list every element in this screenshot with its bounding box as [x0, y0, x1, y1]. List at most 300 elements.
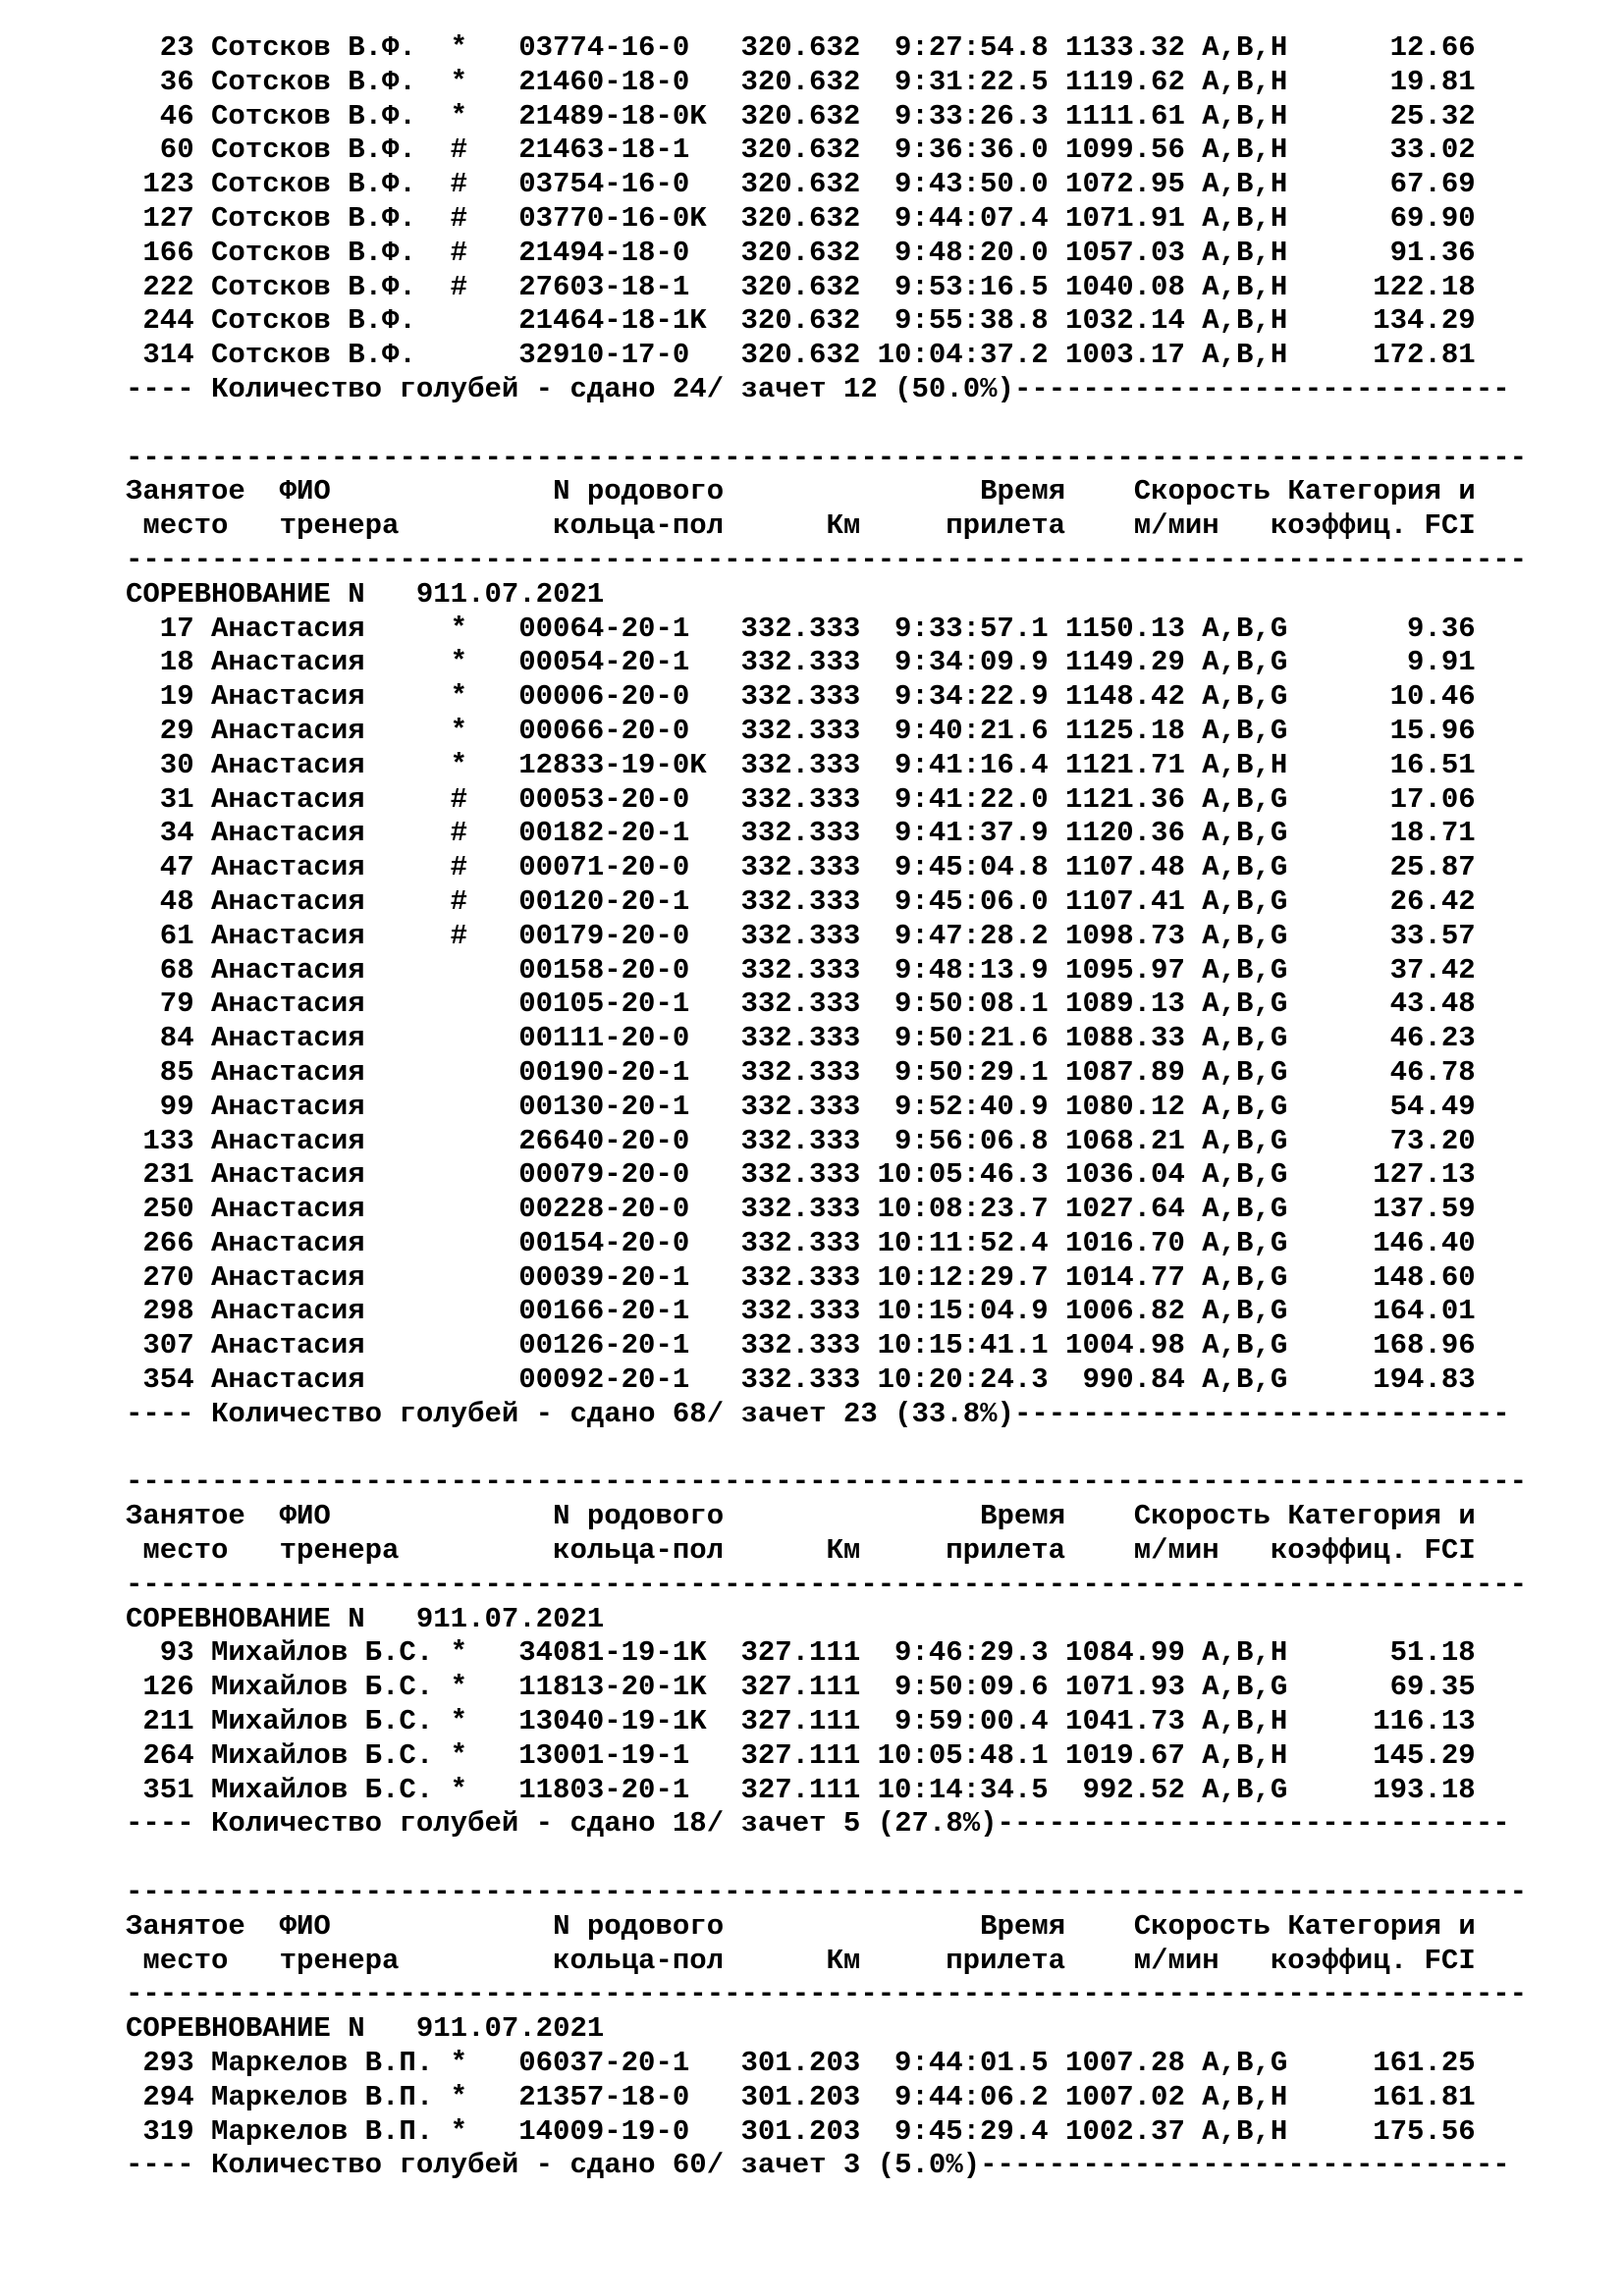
- header-time: Время: [980, 475, 1066, 508]
- speed: 1148.42: [1065, 680, 1185, 714]
- header-km: Км: [826, 1534, 861, 1568]
- mark: *: [450, 1636, 468, 1670]
- place: 30: [159, 748, 194, 781]
- arrival-time: 10:04:37.2: [877, 339, 1049, 372]
- place: 34: [159, 817, 194, 850]
- place: 31: [159, 782, 194, 816]
- ring-number: 00190-20-1: [518, 1055, 690, 1089]
- place: 319: [142, 2114, 194, 2148]
- category: A,B,G: [1202, 1193, 1288, 1226]
- speed: 1119.62: [1065, 65, 1185, 98]
- table-row: [126, 1056, 1527, 1091]
- ring-number: 00182-20-1: [518, 817, 690, 850]
- fci-coefficient: 194.83: [1373, 1363, 1476, 1397]
- ring-number: 00126-20-1: [518, 1329, 690, 1362]
- summary-text: ---- Количество голубей - сдано 68/ зачет 23 (33.8%)-----------------------------: [126, 1397, 1510, 1430]
- table-row: [126, 954, 1527, 988]
- place: 266: [142, 1226, 194, 1259]
- arrival-time: 9:43:50.0: [894, 168, 1049, 201]
- place: 61: [159, 919, 194, 952]
- category: A,B,G: [1202, 1022, 1288, 1055]
- header-ring-2: кольца-пол: [553, 1534, 725, 1568]
- category: A,B,G: [1202, 919, 1288, 952]
- trainer-name: Анастасия: [211, 1363, 365, 1397]
- speed: 1072.95: [1065, 168, 1185, 201]
- speed: 1098.73: [1065, 919, 1185, 952]
- speed: 1088.33: [1065, 1022, 1185, 1055]
- arrival-time: 9:41:22.0: [894, 782, 1049, 816]
- distance-km: 320.632: [740, 339, 861, 372]
- distance-km: 332.333: [740, 714, 861, 747]
- table-row: [126, 920, 1527, 954]
- trainer-name: Анастасия: [211, 1295, 365, 1328]
- fci-coefficient: 193.18: [1373, 1773, 1476, 1806]
- speed: 1006.82: [1065, 1295, 1185, 1328]
- category: A,B,G: [1202, 680, 1288, 714]
- trainer-name: Сотсков В.Ф.: [211, 339, 416, 372]
- competition-date: 11.07.2021: [433, 577, 605, 611]
- header-km: Км: [826, 1944, 861, 1977]
- mark: #: [450, 782, 468, 816]
- place: 19: [159, 680, 194, 714]
- trainer-name: Анастасия: [211, 1260, 365, 1294]
- mark: *: [450, 2114, 468, 2148]
- trainer-name: Анастасия: [211, 714, 365, 747]
- trainer-name: Сотсков В.Ф.: [211, 168, 416, 201]
- fci-coefficient: 46.23: [1389, 1022, 1476, 1055]
- trainer-name: Анастасия: [211, 680, 365, 714]
- header-name: ФИО: [279, 1500, 331, 1533]
- fci-coefficient: 145.29: [1373, 1738, 1476, 1772]
- column-header-top: [126, 1500, 1527, 1534]
- table-row: [126, 680, 1527, 715]
- category: A,B,H: [1202, 65, 1288, 98]
- ring-number: 00130-20-1: [518, 1090, 690, 1123]
- fci-coefficient: 33.57: [1389, 919, 1476, 952]
- category: A,B,H: [1202, 270, 1288, 303]
- distance-km: 332.333: [740, 1022, 861, 1055]
- arrival-time: 9:41:37.9: [894, 817, 1049, 850]
- category: A,B,G: [1202, 1295, 1288, 1328]
- table-row: [126, 749, 1527, 783]
- arrival-time: 10:05:48.1: [877, 1738, 1049, 1772]
- distance-km: 320.632: [740, 168, 861, 201]
- trainer-name: Анастасия: [211, 884, 365, 918]
- distance-km: 332.333: [740, 953, 861, 987]
- arrival-time: 9:56:06.8: [894, 1124, 1049, 1157]
- place: 17: [159, 612, 194, 645]
- ring-number: 11813-20-1K: [518, 1671, 707, 1704]
- ring-number: 21460-18-0: [518, 65, 690, 98]
- summary-line: [126, 1807, 1527, 1842]
- category: A,B,G: [1202, 1090, 1288, 1123]
- fci-coefficient: 16.51: [1389, 748, 1476, 781]
- trainer-name: Анастасия: [211, 646, 365, 679]
- arrival-time: 10:20:24.3: [877, 1363, 1049, 1397]
- distance-km: 327.111: [740, 1738, 861, 1772]
- arrival-time: 9:33:57.1: [894, 612, 1049, 645]
- speed: 1016.70: [1065, 1226, 1185, 1259]
- trainer-name: Анастасия: [211, 1022, 365, 1055]
- place: 298: [142, 1295, 194, 1328]
- distance-km: 332.333: [740, 782, 861, 816]
- header-place: Занятое: [126, 1500, 245, 1533]
- competition-date: 11.07.2021: [433, 2012, 605, 2046]
- ring-number: 00064-20-1: [518, 612, 690, 645]
- speed: 1089.13: [1065, 988, 1185, 1021]
- category: A,B,H: [1202, 236, 1288, 269]
- competition-title-text: СОРЕВНОВАНИЕ N 9: [126, 577, 434, 611]
- fci-coefficient: 146.40: [1373, 1226, 1476, 1259]
- separator: ----------------------------------------------------------------------------------: [126, 441, 1528, 474]
- mark: #: [450, 133, 468, 167]
- separator: ----------------------------------------------------------------------------------: [126, 1978, 1528, 2011]
- trainer-name: Михайлов Б.С.: [211, 1705, 434, 1738]
- distance-km: 320.632: [740, 236, 861, 269]
- table-row: [126, 646, 1527, 680]
- summary-text: ---- Количество голубей - сдано 60/ зачет 3 (5.0%)-------------------------------: [126, 2149, 1510, 2182]
- column-header-bottom: [126, 1945, 1527, 1979]
- place: 307: [142, 1329, 194, 1362]
- fci-coefficient: 164.01: [1373, 1295, 1476, 1328]
- table-row: [126, 31, 1527, 66]
- fci-coefficient: 161.25: [1373, 2047, 1476, 2080]
- table-row: [126, 613, 1527, 647]
- fci-coefficient: 18.71: [1389, 817, 1476, 850]
- arrival-time: 9:33:26.3: [894, 99, 1049, 133]
- fci-coefficient: 91.36: [1389, 236, 1476, 269]
- place: 48: [159, 884, 194, 918]
- trainer-name: Сотсков В.Ф.: [211, 201, 416, 235]
- trainer-name: Сотсков В.Ф.: [211, 236, 416, 269]
- distance-km: 332.333: [740, 1260, 861, 1294]
- header-coef: коэффиц. FCI: [1270, 1944, 1476, 1977]
- mark: #: [450, 817, 468, 850]
- header-arrival: прилета: [946, 509, 1066, 543]
- trainer-name: Сотсков В.Ф.: [211, 31, 416, 64]
- ring-number: 14009-19-0: [518, 2114, 690, 2148]
- header-arrival: прилета: [946, 1534, 1066, 1568]
- arrival-time: 9:48:20.0: [894, 236, 1049, 269]
- trainer-name: Сотсков В.Ф.: [211, 99, 416, 133]
- table-row: [126, 715, 1527, 749]
- header-speed-unit: м/мин: [1133, 1944, 1219, 1977]
- category: A,B,G: [1202, 2047, 1288, 2080]
- speed: 1041.73: [1065, 1705, 1185, 1738]
- competition-title: [126, 2012, 1527, 2047]
- competition-date: 11.07.2021: [433, 1602, 605, 1635]
- category: A,B,G: [1202, 817, 1288, 850]
- fci-coefficient: 12.66: [1389, 31, 1476, 64]
- trainer-name: Анастасия: [211, 1124, 365, 1157]
- header-category: Категория и: [1287, 1500, 1476, 1533]
- category: A,B,H: [1202, 168, 1288, 201]
- category: A,B,G: [1202, 646, 1288, 679]
- fci-coefficient: 15.96: [1389, 714, 1476, 747]
- trainer-name: Сотсков В.Ф.: [211, 133, 416, 167]
- place: 18: [159, 646, 194, 679]
- place: 211: [142, 1705, 194, 1738]
- place: 126: [142, 1671, 194, 1704]
- mark: *: [450, 99, 468, 133]
- distance-km: 332.333: [740, 851, 861, 884]
- header-speed-unit: м/мин: [1133, 1534, 1219, 1568]
- arrival-time: 9:59:00.4: [894, 1705, 1049, 1738]
- ring-number: 00228-20-0: [518, 1193, 690, 1226]
- place: 133: [142, 1124, 194, 1157]
- table-row: [126, 1774, 1527, 1808]
- ring-number: 21489-18-0K: [518, 99, 707, 133]
- ring-number: 03754-16-0: [518, 168, 690, 201]
- arrival-time: 9:27:54.8: [894, 31, 1049, 64]
- blank-line: [126, 407, 1527, 442]
- mark: #: [450, 168, 468, 201]
- speed: 1087.89: [1065, 1055, 1185, 1089]
- column-header-bottom: [126, 1534, 1527, 1569]
- table-row: [126, 1329, 1527, 1363]
- place: 270: [142, 1260, 194, 1294]
- separator: ----------------------------------------------------------------------------------: [126, 1876, 1528, 1909]
- category: A,B,G: [1202, 953, 1288, 987]
- place: 79: [159, 988, 194, 1021]
- fci-coefficient: 9.91: [1407, 646, 1476, 679]
- header-name-2: тренера: [279, 1944, 400, 1977]
- speed: 1111.61: [1065, 99, 1185, 133]
- trainer-name: Анастасия: [211, 1226, 365, 1259]
- distance-km: 332.333: [740, 1363, 861, 1397]
- trainer-name: Сотсков В.Ф.: [211, 65, 416, 98]
- distance-km: 332.333: [740, 988, 861, 1021]
- fci-coefficient: 73.20: [1389, 1124, 1476, 1157]
- mark: *: [450, 714, 468, 747]
- header-name-2: тренера: [279, 509, 400, 543]
- ring-number: 00105-20-1: [518, 988, 690, 1021]
- table-row: [126, 304, 1527, 339]
- speed: 1107.48: [1065, 851, 1185, 884]
- speed: 1071.91: [1065, 201, 1185, 235]
- speed: 1125.18: [1065, 714, 1185, 747]
- header-place: Занятое: [126, 475, 245, 508]
- category: A,B,G: [1202, 1124, 1288, 1157]
- header-place: Занятое: [126, 1909, 245, 1943]
- arrival-time: 9:44:07.4: [894, 201, 1049, 235]
- trainer-name: Михайлов Б.С.: [211, 1671, 434, 1704]
- category: A,B,G: [1202, 714, 1288, 747]
- speed: 1004.98: [1065, 1329, 1185, 1362]
- header-coef: коэффиц. FCI: [1270, 1534, 1476, 1568]
- speed: 1107.41: [1065, 884, 1185, 918]
- speed: 1002.37: [1065, 2114, 1185, 2148]
- table-row: [126, 1091, 1527, 1125]
- speed: 1084.99: [1065, 1636, 1185, 1670]
- header-speed: Скорость: [1133, 1500, 1271, 1533]
- speed: 1095.97: [1065, 953, 1185, 987]
- fci-coefficient: 51.18: [1389, 1636, 1476, 1670]
- category: A,B,H: [1202, 201, 1288, 235]
- ring-number: 00120-20-1: [518, 884, 690, 918]
- header-time: Время: [980, 1500, 1066, 1533]
- category: A,B,G: [1202, 1055, 1288, 1089]
- table-row: [126, 133, 1527, 168]
- distance-km: 327.111: [740, 1705, 861, 1738]
- header-name: ФИО: [279, 1909, 331, 1943]
- arrival-time: 9:50:21.6: [894, 1022, 1049, 1055]
- arrival-time: 10:12:29.7: [877, 1260, 1049, 1294]
- table-row: [126, 2047, 1527, 2081]
- distance-km: 320.632: [740, 65, 861, 98]
- category: A,B,H: [1202, 99, 1288, 133]
- speed: 1080.12: [1065, 1090, 1185, 1123]
- distance-km: 320.632: [740, 201, 861, 235]
- mark: *: [450, 65, 468, 98]
- blank-line: [126, 1842, 1527, 1876]
- arrival-time: 10:08:23.7: [877, 1193, 1049, 1226]
- table-row: [126, 1022, 1527, 1056]
- category: A,B,H: [1202, 1705, 1288, 1738]
- results-document: [126, 31, 1527, 2183]
- mark: *: [450, 2080, 468, 2113]
- arrival-time: 9:44:06.2: [894, 2080, 1049, 2113]
- category: A,B,G: [1202, 1158, 1288, 1192]
- fci-coefficient: 37.42: [1389, 953, 1476, 987]
- fci-coefficient: 172.81: [1373, 339, 1476, 372]
- table-row: [126, 1705, 1527, 1739]
- ring-number: 00006-20-0: [518, 680, 690, 714]
- arrival-time: 9:34:09.9: [894, 646, 1049, 679]
- category: A,B,H: [1202, 2080, 1288, 2113]
- speed: 1121.71: [1065, 748, 1185, 781]
- distance-km: 332.333: [740, 884, 861, 918]
- column-header-top: [126, 1910, 1527, 1945]
- category: A,B,H: [1202, 304, 1288, 338]
- table-row: [126, 783, 1527, 818]
- summary-line: [126, 373, 1527, 407]
- fci-coefficient: 19.81: [1389, 65, 1476, 98]
- mark: #: [450, 201, 468, 235]
- place: 46: [159, 99, 194, 133]
- table-row: [126, 202, 1527, 237]
- place: 351: [142, 1773, 194, 1806]
- table-row: [126, 2081, 1527, 2115]
- category: A,B,G: [1202, 1773, 1288, 1806]
- header-place-2: место: [142, 1944, 229, 1977]
- distance-km: 332.333: [740, 1226, 861, 1259]
- ring-number: 03774-16-0: [518, 31, 690, 64]
- speed: 1027.64: [1065, 1193, 1185, 1226]
- fci-coefficient: 175.56: [1373, 2114, 1476, 2148]
- speed: 1068.21: [1065, 1124, 1185, 1157]
- distance-km: 332.333: [740, 817, 861, 850]
- arrival-time: 9:52:40.9: [894, 1090, 1049, 1123]
- blank-line: [126, 1432, 1527, 1467]
- category: A,B,G: [1202, 1363, 1288, 1397]
- distance-km: 332.333: [740, 1055, 861, 1089]
- fci-coefficient: 168.96: [1373, 1329, 1476, 1362]
- speed: 1071.93: [1065, 1671, 1185, 1704]
- speed: 1014.77: [1065, 1260, 1185, 1294]
- speed: 1057.03: [1065, 236, 1185, 269]
- mark: *: [450, 680, 468, 714]
- speed: 1032.14: [1065, 304, 1185, 338]
- fci-coefficient: 9.36: [1407, 612, 1476, 645]
- distance-km: 332.333: [740, 919, 861, 952]
- speed: 1121.36: [1065, 782, 1185, 816]
- trainer-name: Сотсков В.Ф.: [211, 304, 416, 338]
- table-row: [126, 271, 1527, 305]
- trainer-name: Михайлов Б.С.: [211, 1636, 434, 1670]
- trainer-name: Анастасия: [211, 919, 365, 952]
- summary-line: [126, 2149, 1527, 2183]
- speed: 1003.17: [1065, 339, 1185, 372]
- summary-text: ---- Количество голубей - сдано 24/ зачет 12 (50.0%)-----------------------------: [126, 372, 1510, 405]
- place: 84: [159, 1022, 194, 1055]
- distance-km: 327.111: [740, 1773, 861, 1806]
- trainer-name: Анастасия: [211, 748, 365, 781]
- ring-number: 21464-18-1K: [518, 304, 707, 338]
- separator: ----------------------------------------------------------------------------------: [126, 1568, 1528, 1601]
- ring-number: 00053-20-0: [518, 782, 690, 816]
- competition-title: [126, 578, 1527, 613]
- category: A,B,H: [1202, 133, 1288, 167]
- category: A,B,H: [1202, 1636, 1288, 1670]
- trainer-name: Маркелов В.П.: [211, 2047, 434, 2080]
- mark: *: [450, 2047, 468, 2080]
- mark: *: [450, 1738, 468, 1772]
- ring-number: 00158-20-0: [518, 953, 690, 987]
- summary-text: ---- Количество голубей - сдано 18/ зачет 5 (27.8%)------------------------------: [126, 1807, 1510, 1841]
- trainer-name: Анастасия: [211, 1158, 365, 1192]
- distance-km: 332.333: [740, 1158, 861, 1192]
- arrival-time: 9:45:29.4: [894, 2114, 1049, 2148]
- trainer-name: Анастасия: [211, 1055, 365, 1089]
- distance-km: 320.632: [740, 270, 861, 303]
- mark: #: [450, 851, 468, 884]
- place: 68: [159, 953, 194, 987]
- fci-coefficient: 46.78: [1389, 1055, 1476, 1089]
- column-header-bottom: [126, 509, 1527, 544]
- competition-title: [126, 1603, 1527, 1637]
- ring-number: 13001-19-1: [518, 1738, 690, 1772]
- speed: 1007.28: [1065, 2047, 1185, 2080]
- arrival-time: 9:46:29.3: [894, 1636, 1049, 1670]
- competition-title-text: СОРЕВНОВАНИЕ N 9: [126, 2012, 434, 2046]
- place: 354: [142, 1363, 194, 1397]
- ring-number: 12833-19-0K: [518, 748, 707, 781]
- summary-line: [126, 1398, 1527, 1432]
- header-ring: N родового: [553, 475, 725, 508]
- arrival-time: 9:53:16.5: [894, 270, 1049, 303]
- fci-coefficient: 26.42: [1389, 884, 1476, 918]
- mark: *: [450, 646, 468, 679]
- table-row: [126, 168, 1527, 202]
- competition-title-text: СОРЕВНОВАНИЕ N 9: [126, 1602, 434, 1635]
- arrival-time: 9:44:01.5: [894, 2047, 1049, 2080]
- arrival-time: 9:48:13.9: [894, 953, 1049, 987]
- arrival-time: 10:11:52.4: [877, 1226, 1049, 1259]
- speed: 1120.36: [1065, 817, 1185, 850]
- fci-coefficient: 33.02: [1389, 133, 1476, 167]
- ring-number: 34081-19-1K: [518, 1636, 707, 1670]
- place: 29: [159, 714, 194, 747]
- mark: #: [450, 236, 468, 269]
- fci-coefficient: 148.60: [1373, 1260, 1476, 1294]
- distance-km: 332.333: [740, 1329, 861, 1362]
- arrival-time: 9:50:09.6: [894, 1671, 1049, 1704]
- table-row: [126, 1295, 1527, 1329]
- distance-km: 332.333: [740, 680, 861, 714]
- distance-km: 301.203: [740, 2114, 861, 2148]
- table-row: [126, 1125, 1527, 1159]
